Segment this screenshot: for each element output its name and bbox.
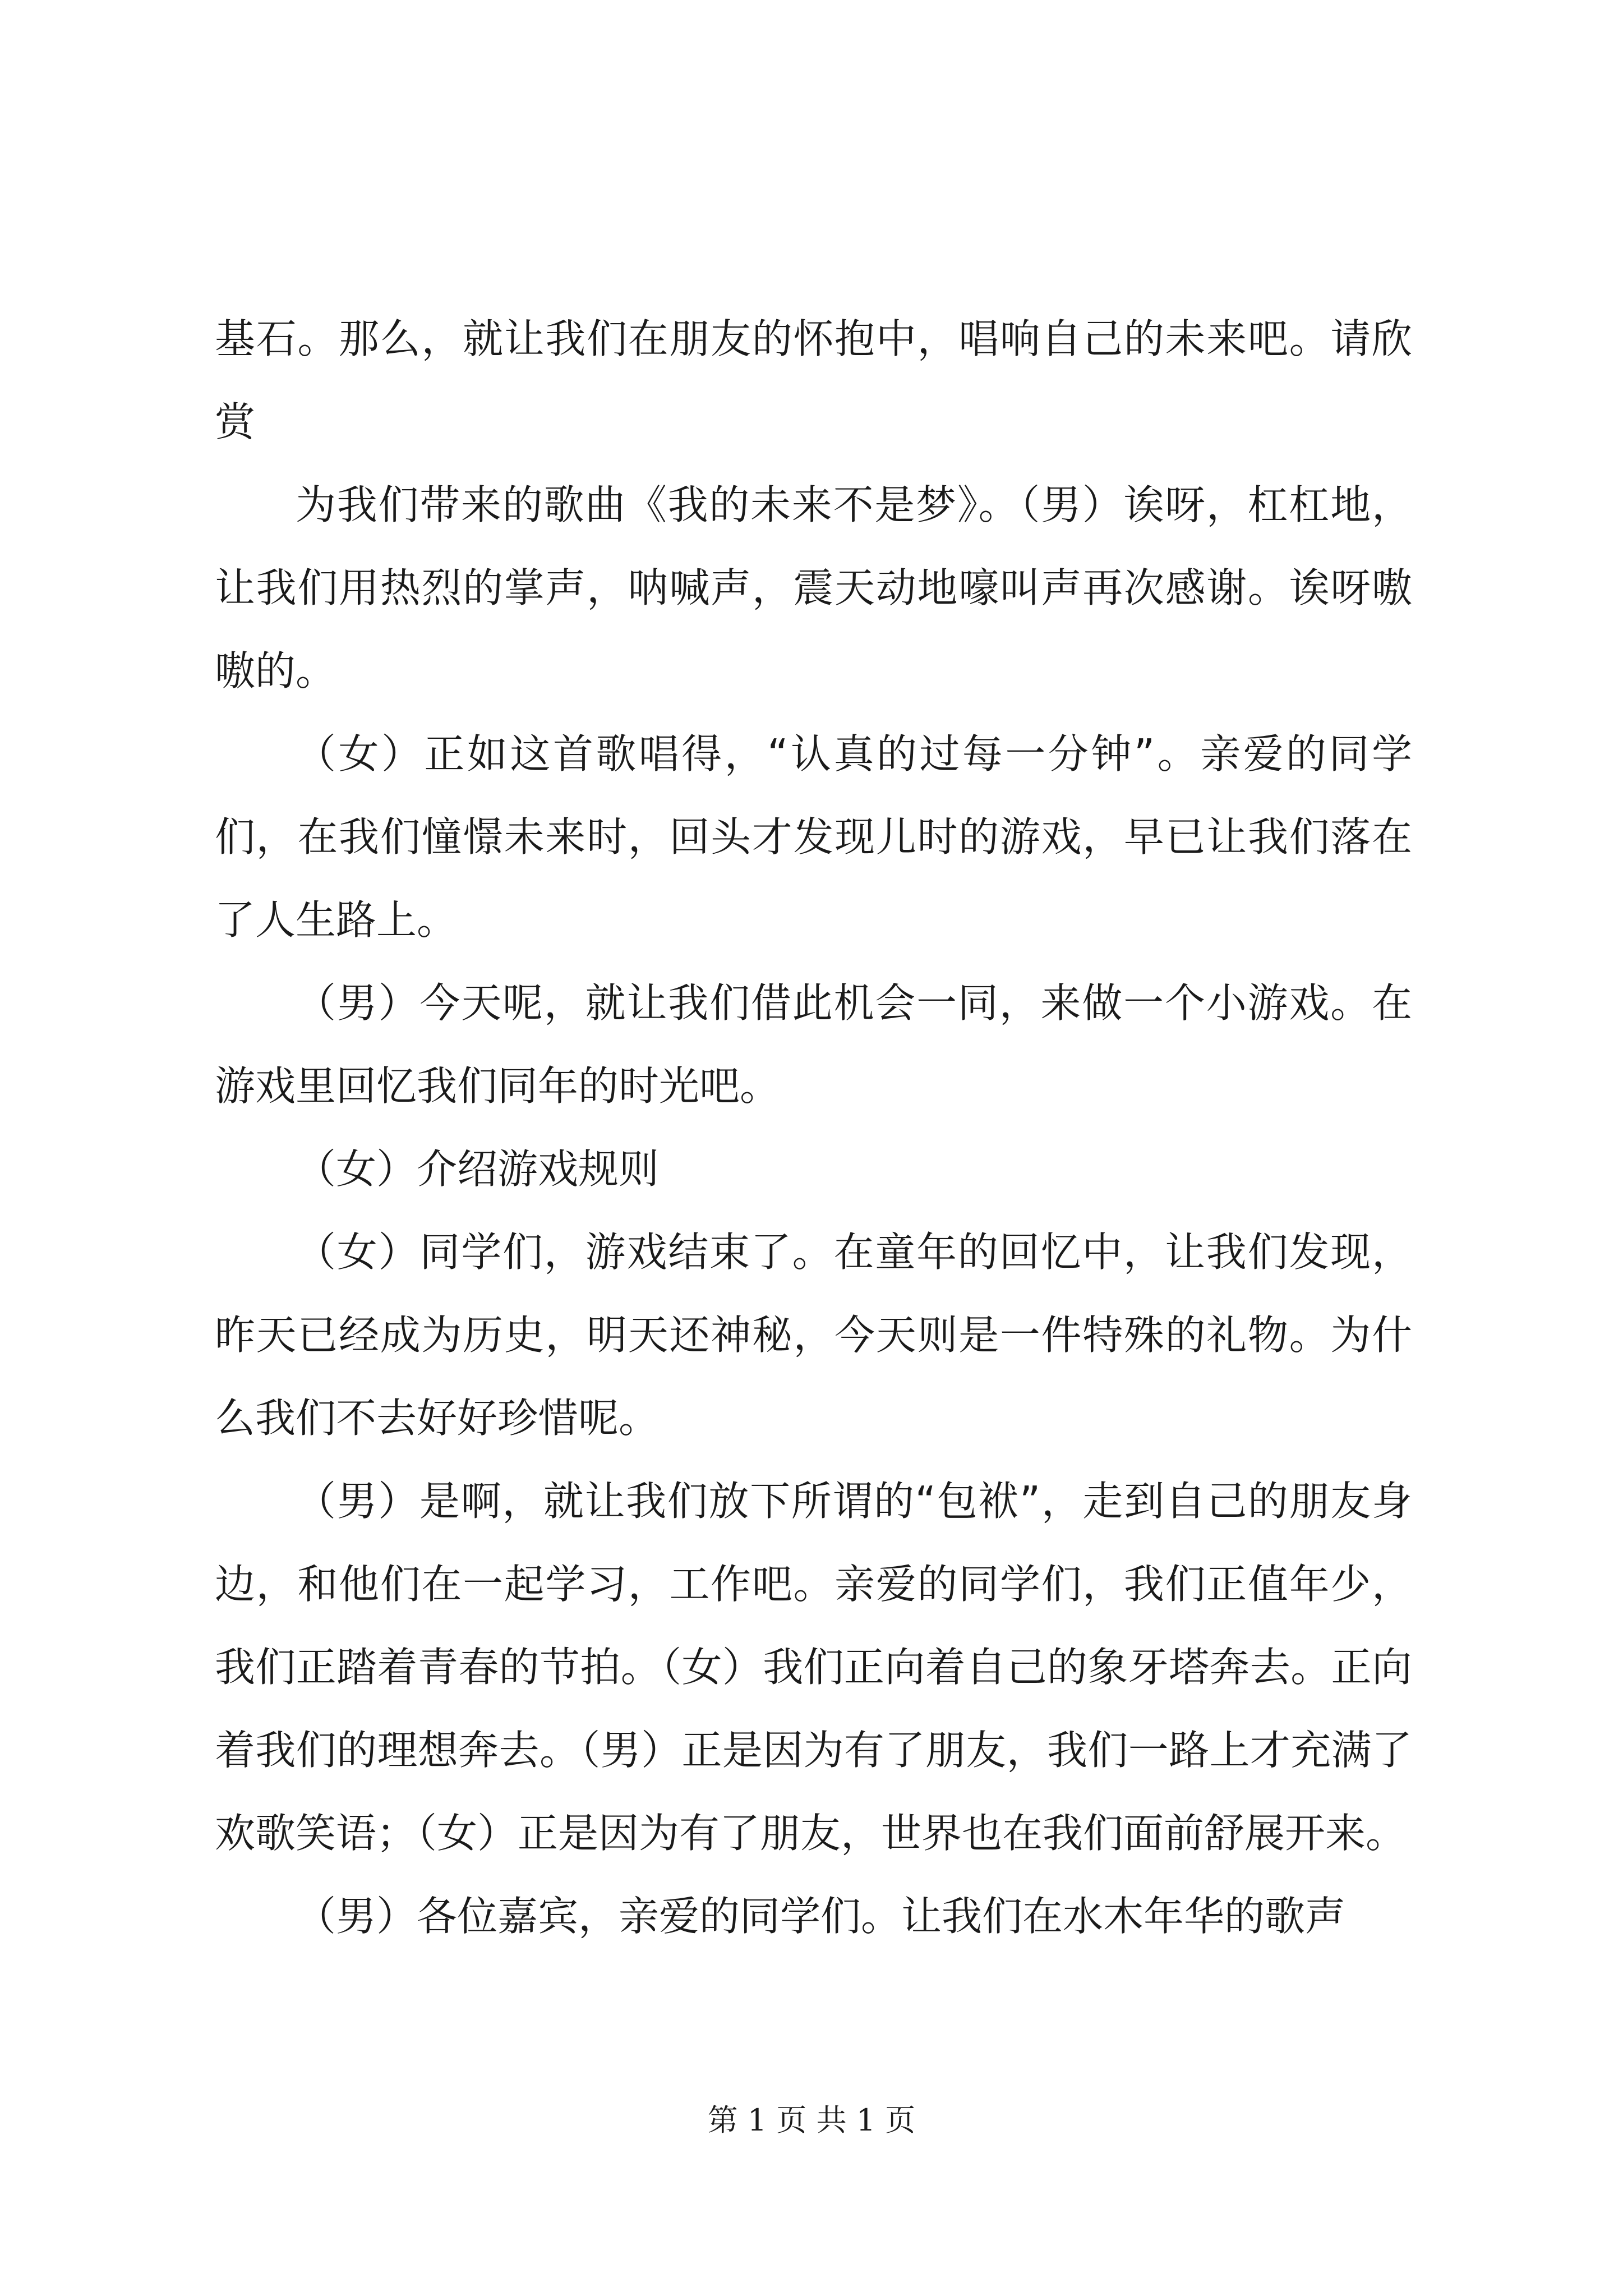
paragraph-6: （女）同学们，游戏结束了。在童年的回忆中，让我们发现，昨天已经成为历史，明天还神秘，今天则是一件特殊的礼物。为什么我们不去好好珍惜呢。: [215, 1228, 1412, 1442]
paragraph-4: （男）今天呢，就让我们借此机会一同，来做一个小游戏。在游戏里回忆我们同年的时光吧。: [215, 979, 1412, 1110]
paragraph-5: （女）介绍游戏规则: [296, 1145, 660, 1193]
paragraph-1: 基石。那么，就让我们在朋友的怀抱中，唱响自己的未来吧。请欣赏: [215, 315, 1412, 445]
paragraph-3: （女）正如这首歌唱得，“认真的过每一分钟”。亲爱的同学们，在我们憧憬未来时，回头才发现儿时的游戏，早已让我们落在了人生路上。: [215, 730, 1412, 944]
paragraph-8: （男）各位嘉宾，亲爱的同学们。让我们在水木年华的歌声: [296, 1893, 1346, 1940]
paragraph-2: 为我们带来的歌曲《我的未来不是梦》。（男）诶呀，杠杠地，让我们用热烈的掌声，呐喊声，震天动地嚎叫声再次感谢。诶呀嗷嗷的。: [215, 481, 1412, 694]
page-footer: 第 1 页 共 1 页: [707, 2102, 916, 2138]
document-body: [215, 297, 1412, 1958]
paragraph-7: （男）是啊，就让我们放下所谓的“包袱”，走到自己的朋友身边，和他们在一起学习，工作吧。亲爱的同学们，我们正值年少，我们正踏着青春的节拍。（女）我们正向着自己的象牙塔奔去。正向着我们的理想奔去。（男）正是因为有了朋友，我们一路上才充满了欢歌笑语；（女）正是因为有了朋友，世界也在我们面前舒展开来。: [215, 1478, 1412, 1857]
